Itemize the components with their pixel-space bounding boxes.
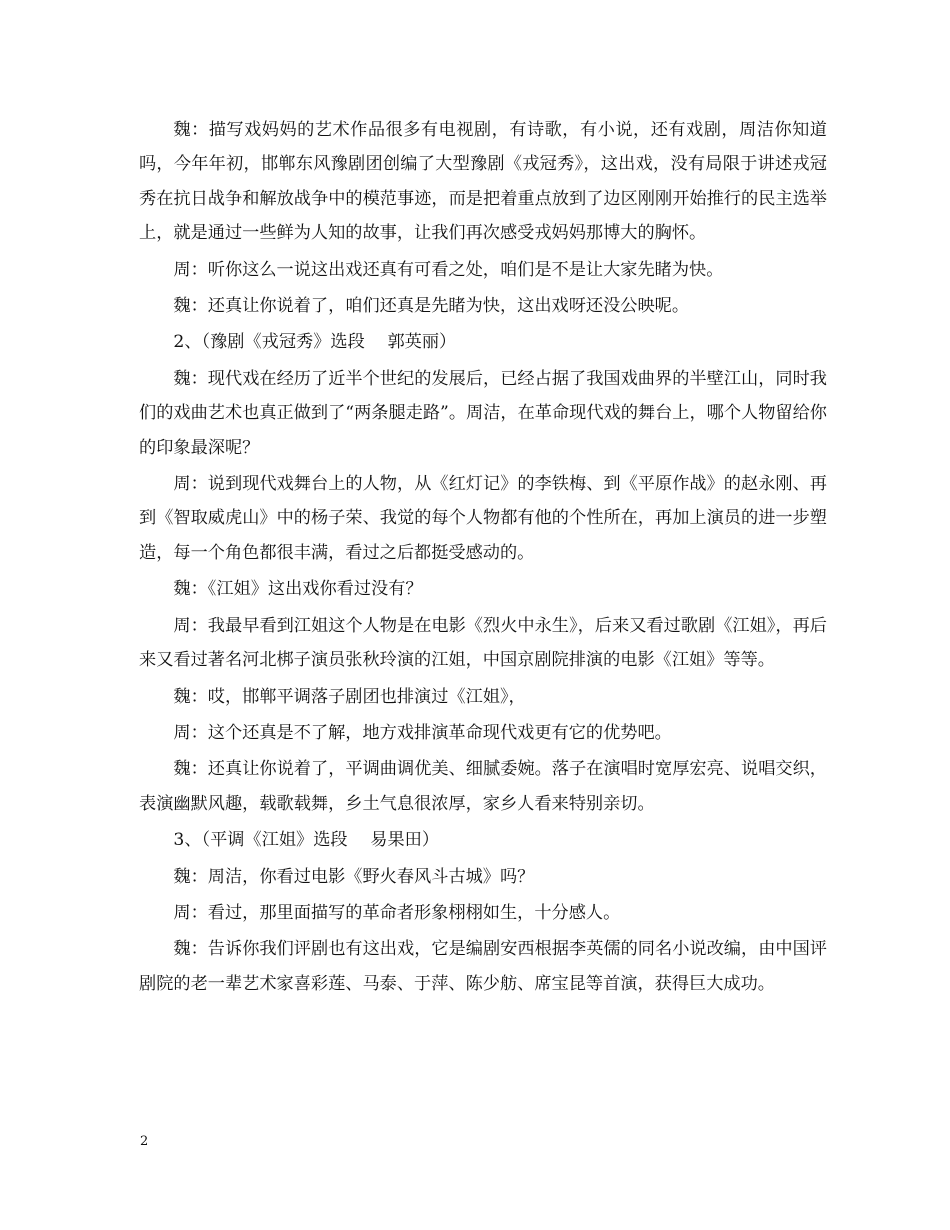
paragraph-13: 魏：周洁，你看过电影《野火春风斗古城》吗？	[173, 866, 535, 887]
paragraph-2: 周：听你这么一说这出戏还真有可看之处，咱们是不是让大家先睹为快。	[173, 259, 724, 280]
paragraph-14: 周：看过，那里面描写的革命者形象栩栩如生，十分感人。	[173, 902, 621, 923]
paragraph-10: 周：这个还真是不了解，地方戏排演革命现代戏更有它的优势吧。	[173, 722, 672, 743]
paragraph-1: 魏：描写戏妈妈的艺术作品很多有电视剧，有诗歌，有小说，还有戏剧，周洁你知道吗，今年年初，邯郸东风豫剧团创编了大型豫剧《戎冠秀》，这出戏，没有局限于讲述戎冠秀在抗日战争和解放战争中的模范事迹，而是把着重点放到了边区刚刚开始推行的民主选举上，就是通过一些鲜为人知的故事，让我们再次感受戎妈妈那博大的胸怀。	[139, 120, 827, 244]
paragraph-15: 魏：告诉你我们评剧也有这出戏，它是编剧安西根据李英儒的同名小说改编，由中国评剧院的老一辈艺术家喜彩莲、马泰、于萍、陈少舫、席宝昆等首演，获得巨大成功。	[139, 939, 827, 994]
paragraph-6: 周：说到现代戏舞台上的人物，从《红灯记》的李铁梅、到《平原作战》的赵永刚、再到《智取威虎山》中的杨子荣、我觉的每个人物都有他的个性所在，再加上演员的进一步塑造，每一个角色都很丰满，看过之后都挺受感动的。	[139, 474, 827, 563]
paragraph-12: 3、（平调《江姐》选段 易果田）	[173, 830, 440, 851]
paragraph-11: 魏：还真让你说着了，平调曲调优美、细腻委婉。落子在演唱时宽厚宏亮、说唱交织，表演幽默风趣，载歌载舞，乡土气息很浓厚，家乡人看来特别亲切。	[139, 759, 827, 814]
document-body	[139, 113, 827, 1003]
paragraph-4: 2、（豫剧《戎冠秀》选段 郭英丽）	[173, 332, 457, 353]
paragraph-3: 魏：还真让你说着了，咱们还真是先睹为快，这出戏呀还没公映呢。	[173, 296, 690, 317]
paragraph-8: 周：我最早看到江姐这个人物是在电影《烈火中永生》，后来又看过歌剧《江姐》，再后来又看过著名河北梆子演员张秋玲演的江姐，中国京剧院排演的电影《江姐》等等。	[139, 615, 827, 671]
paragraph-7: 魏：《江姐》这出戏你看过没有？	[173, 579, 423, 600]
page-number: 2	[140, 1134, 149, 1149]
paragraph-5: 魏：现代戏在经历了近半个世纪的发展后，已经占据了我国戏曲界的半壁江山，同时我们的戏曲艺术也真正做到了“两条腿走路”。周洁，在革命现代戏的舞台上，哪个人物留给你的印象最深呢？	[139, 368, 827, 458]
paragraph-9: 魏：哎，邯郸平调落子剧团也排演过《江姐》，	[173, 686, 526, 707]
